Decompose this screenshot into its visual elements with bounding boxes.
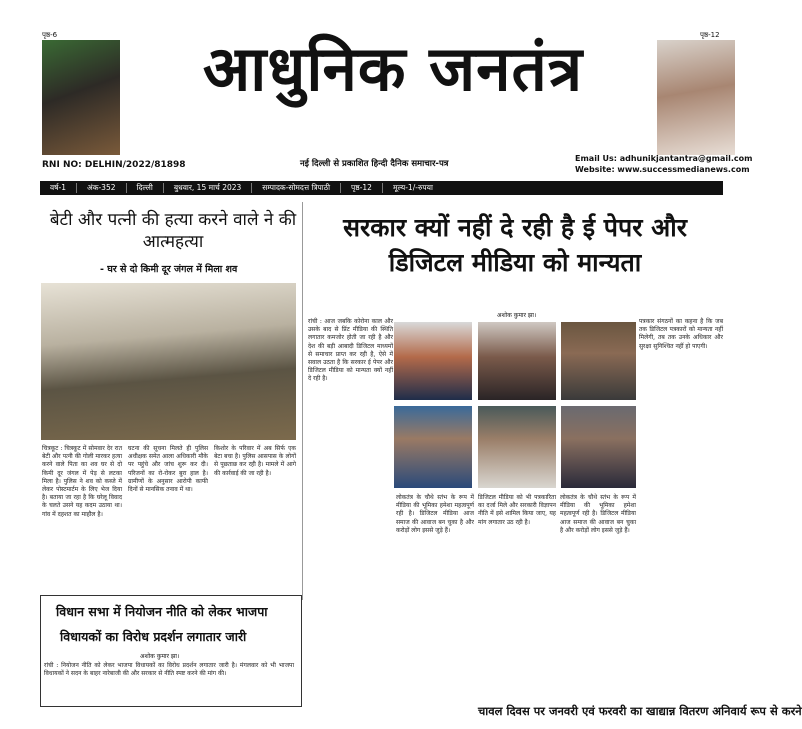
price: मूल्य-1/-रुपया xyxy=(392,183,433,192)
main-story-col-2: लोकतंत्र के चौथे स्तंभ के रूप में मीडिया की भूमिका हमेशा महत्वपूर्ण रही है। डिजिटल मीडिया आज समाज की आवाज बन चुका है और करोड़ों लोग इससे जुड़े हैं। xyxy=(396,494,474,534)
page-number-left: पृष्ठ-6 xyxy=(42,31,58,39)
left-story-headline: बेटी और पत्नी की हत्या करने वाले ने की आत्महत्या xyxy=(49,210,297,252)
email: Email Us: adhunikjantantra@gmail.com xyxy=(575,154,753,163)
editor: सम्पादक-सोमदत्त त्रिपाठी xyxy=(252,183,341,193)
main-story-col-4: पत्रकार संगठनों का कहना है कि जब तक डिजिटल पत्रकारों को मान्यता नहीं मिलेगी, तब तक उनके अधिकार और सुरक्षा सुनिश्चित नहीं हो पाएगी। xyxy=(639,318,723,350)
main-story-byline: अशोक कुमार झा। xyxy=(497,312,537,319)
left-story-subhead: - घर से दो किमी दूर जंगल में मिला शव xyxy=(100,264,238,275)
left-story-col-2: घटना की सूचना मिलते ही पुलिस अधीक्षक समेत आला अधिकारी मौके पर पहुंचे और जांच शुरू कर दी। परिजनों का रो-रोकर बुरा हाल है। ग्रामीणों के अनुसार आरोपी काफी दिनों से मानसिक तनाव में था। xyxy=(128,445,208,494)
city: दिल्ली xyxy=(127,183,164,193)
info-bar xyxy=(40,181,723,195)
rni-number: RNI NO: DELHIN/2022/81898 xyxy=(42,160,186,170)
bottom-story-headline-1: विधान सभा में नियोजन नीति को लेकर भाजपा xyxy=(56,604,268,619)
masthead-title: आधुनिक जनतंत्र xyxy=(202,32,584,105)
right-masthead-photo xyxy=(657,40,735,155)
main-story-col-3: डिजिटल मीडिया को भी पत्रकारिता का दर्जा मिले और सरकारी विज्ञापन नीति में इसे शामिल किया जाए, यह मांग लगातार उठ रही है। xyxy=(478,494,556,526)
year: वर्ष-1 xyxy=(40,183,77,193)
tagline: नई दिल्ली से प्रकाशित हिन्दी दैनिक समाचार-पत्र xyxy=(300,159,449,169)
left-story-photo xyxy=(41,283,296,440)
main-story-col-1: रांची : आज जबकि कोरोना काल और उसके बाद से प्रिंट मीडिया की स्थिति लगातार कमजोर होती जा रही है और देश की बड़ी आबादी डिजिटल माध्यमों से समाचार प्राप्त कर रही है, ऐसे में सवाल उठता है कि सरकार ई पेपर और डिजिटल मीडिया को मान्यता क्यों नहीं दे रही है। xyxy=(308,318,393,383)
pages: पृष्ठ-12 xyxy=(341,183,383,193)
website: Website: www.successmedianews.com xyxy=(575,165,750,174)
footer-story-headline: चावल दिवस पर जनवरी एवं फरवरी का खाद्यान्न वितरण अनिवार्य रूप से करने xyxy=(478,704,802,718)
left-masthead-photo xyxy=(42,40,120,155)
main-story-col-3b: लोकतंत्र के चौथे स्तंभ के रूप में मीडिया की भूमिका हमेशा महत्वपूर्ण रही है। डिजिटल मीडिया आज समाज की आवाज बन चुका है और करोड़ों लोग इससे जुड़े हैं। xyxy=(560,494,636,534)
grid-photo-5 xyxy=(478,406,556,488)
grid-photo-3 xyxy=(561,322,636,400)
bottom-story-headline-2: विधायकों का विरोध प्रदर्शन लगातार जारी xyxy=(60,629,247,644)
main-story-headline: सरकार क्यों नहीं दे रही है ई पेपर और डिजिटल मीडिया को मान्यता xyxy=(343,213,687,277)
grid-photo-4 xyxy=(394,406,472,488)
page-number-right: पृष्ठ-12 xyxy=(700,31,720,39)
date: बुधवार, 15 मार्च 2023 xyxy=(164,183,252,193)
left-story-col-3: किशोर के परिवार में अब सिर्फ एक बेटा बचा है। पुलिस आसपास के लोगों से पूछताछ कर रही है। मामले में आगे की कार्रवाई की जा रही है। xyxy=(214,445,296,477)
bottom-story-body: रांची : नियोजन नीति को लेकर भाजपा विधायकों का विरोध प्रदर्शन लगातार जारी है। मंगलवार को भी भाजपा विधायकों ने सदन के बाहर नारेबाजी की और सरकार से नीति स्पष्ट करने की मांग की। xyxy=(44,662,294,678)
issue: अंक-352 xyxy=(77,183,127,193)
grid-photo-6 xyxy=(561,406,636,488)
bottom-story-byline: अशोक कुमार झा। xyxy=(140,653,180,660)
column-divider xyxy=(302,202,303,600)
left-story-col-1: चित्रकूट : चित्रकूट में सोमवार देर रात बेटी और पत्नी की गोली मारकर हत्या करने वाले पिता का शव घर से दो किमी दूर जंगल में पेड़ से लटका मिला है। पुलिस ने शव को कब्जे में लेकर पोस्टमार्टम के लिए भेज दिया है। बताया जा रहा है कि घरेलू विवाद के चलते उसने यह कदम उठाया था। गांव में दहशत का माहौल है। xyxy=(42,445,122,518)
contact-info xyxy=(575,153,752,175)
grid-photo-1 xyxy=(394,322,472,400)
grid-photo-2 xyxy=(478,322,556,400)
